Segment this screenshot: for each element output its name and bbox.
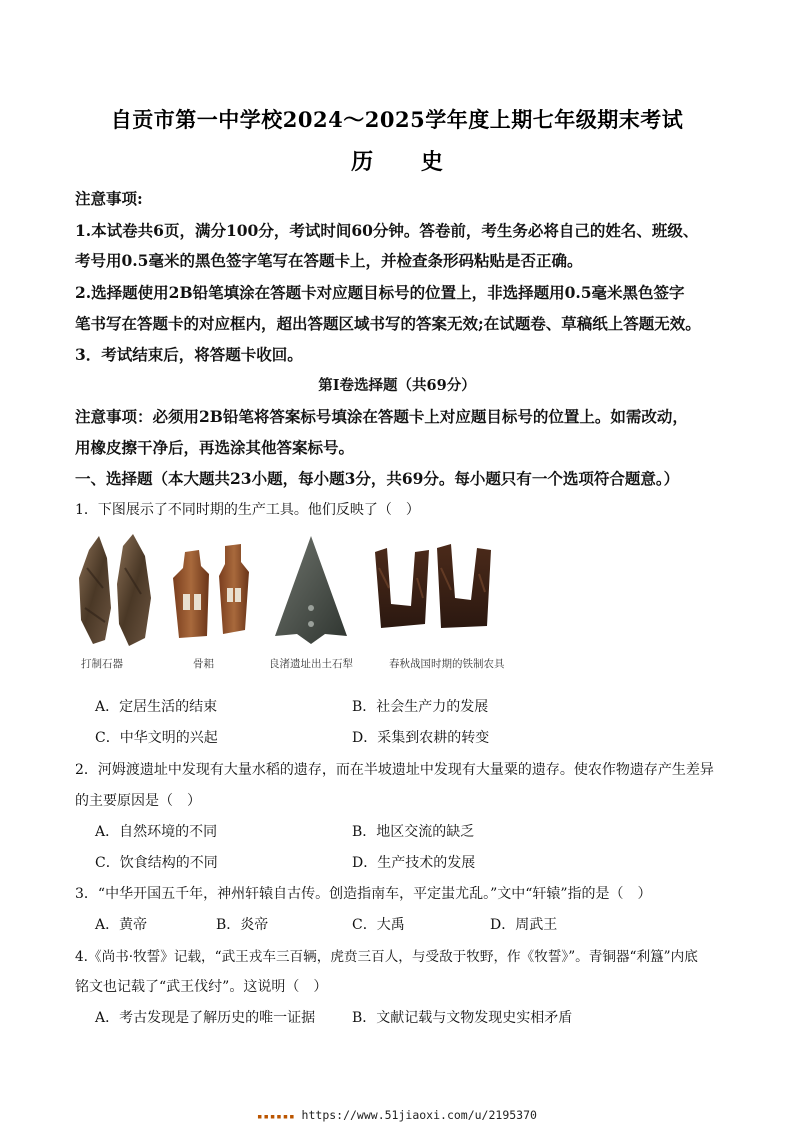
q2-option-b: B．地区交流的缺乏 [352,824,475,840]
q2-option-a: A．自然环境的不同 [95,824,218,840]
question-1-figure [75,528,505,678]
notice-item-2-line-2: 笔书写在答题卡的对应框内，超出答题区域书写的答案无效;在试题卷、草稿纸上答题无效。 [75,314,701,333]
question-4-stem-line-2: 铭文也记载了“武王伐纣”。这说明（ ） [75,979,328,995]
question-4-stem-line-1: 4.《尚书·牧誓》记载，“武王戎车三百辆，虎贲三百人，与受敌于牧野，作《牧誓》”。青铜器“利簋”内底 [75,949,698,965]
iron-farm-tool-image [375,544,491,628]
subject-title: 历 史 [351,149,463,175]
q1-option-a: A．定居生活的结束 [95,699,218,715]
section-notice-line-2: 用橡皮擦干净后，再选涂其他答案标号。 [75,438,355,457]
chipped-stone-tool-image [79,534,151,646]
question-1-stem: 1．下图展示了不同时期的生产工具。他们反映了（ ） [75,502,420,518]
caption-chipped-stone: 打制石器 [81,658,123,670]
q4-option-b: B．文献记载与文物发现史实相矛盾 [352,1010,573,1026]
tools-illustration [75,528,505,658]
q3-option-c: C．大禹 [352,917,405,933]
exam-title: 自贡市第一中学校2024～2025学年度上期七年级期末考试 [110,107,684,132]
q3-option-d: D．周武王 [490,917,558,933]
notice-item-3: 3．考试结束后，将答题卡收回。 [75,345,303,364]
notice-heading: 注意事项: [75,189,143,208]
question-2-stem-line-1: 2．河姆渡遗址中发现有大量水稻的遗存，而在半坡遗址中发现有大量粟的遗存。使农作物遗存产生差异 [75,762,714,778]
caption-stone-plough: 良渚遗址出土石犁 [269,658,353,670]
q4-option-a: A．考古发现是了解历史的唯一证据 [95,1010,316,1026]
stone-plough-image [275,536,347,644]
part-heading: 一、选择题（本大题共23小题，每小题3分，共69分。每小题只有一个选项符合题意。） [75,469,680,488]
page-footer [0,1108,794,1122]
footer-url[interactable]: https://www.51jiaoxi.com/u/2195370 [301,1108,537,1122]
section-notice-line-1: 注意事项：必须用2B铅笔将答案标号填涂在答题卡上对应题目标号的位置上。如需改动， [75,407,688,426]
q3-option-b: B．炎帝 [216,917,269,933]
notice-item-2-line-1: 2.选择题使用2B铅笔填涂在答题卡对应题目标号的位置上，非选择题用0.5毫米黑色签字 [75,283,685,302]
notice-item-1-line-2: 考号用0.5毫米的黑色签字笔写在答题卡上，并检查条形码粘贴是否正确。 [75,251,583,270]
q1-option-d: D．采集到农耕的转变 [352,730,490,746]
caption-bone-spade: 骨耜 [193,658,214,670]
notice-item-1-line-1: 1.本试卷共6页，满分100分，考试时间60分钟。答卷前，考生务必将自己的姓名、班级、 [75,221,699,240]
question-2-stem-line-2: 的主要原因是（ ） [75,793,201,809]
q1-option-b: B．社会生产力的发展 [352,699,489,715]
q3-option-a: A．黄帝 [95,917,148,933]
section-title: 第Ⅰ卷选择题（共69分） [318,377,476,394]
q2-option-d: D．生产技术的发展 [352,855,476,871]
q2-option-c: C．饮食结构的不同 [95,855,218,871]
question-3-stem: 3．“中华开国五千年，神州轩辕自古传。创造指南车，平定蚩尤乱。”文中“轩辕”指的是（ ） [75,886,652,902]
q1-option-c: C．中华文明的兴起 [95,730,218,746]
caption-iron-tools: 春秋战国时期的铁制农具 [389,658,505,670]
bone-spade-image [173,544,249,638]
footer-watermark-dots: ▪▪▪▪▪▪ [257,1112,296,1122]
